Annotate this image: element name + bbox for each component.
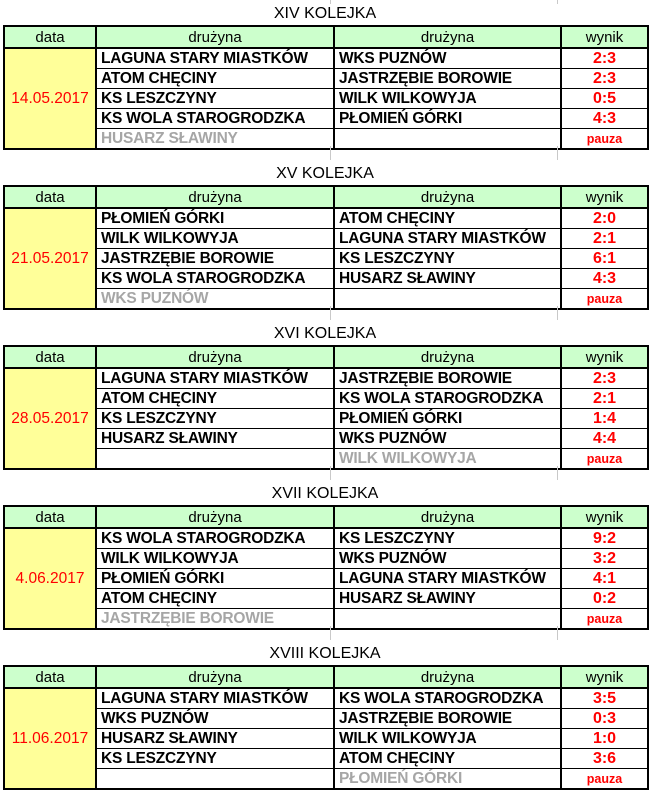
match-row <box>4 409 648 429</box>
away-team: WILK WILKOWYJA <box>334 729 561 749</box>
score-cell: 4:4 <box>561 429 648 449</box>
match-row <box>4 249 648 269</box>
home-team: KS LESZCZYNY <box>96 89 334 109</box>
away-team <box>334 289 561 310</box>
col-header-date: data <box>4 666 96 688</box>
date-cell: 4.06.2017 <box>4 528 96 629</box>
col-header-team1: drużyna <box>96 666 334 688</box>
fixtures-table-15 <box>3 185 649 310</box>
pause-row <box>4 609 648 630</box>
pause-row <box>4 769 648 790</box>
away-team: KS WOLA STAROGRODZKA <box>334 688 561 709</box>
date-cell: 28.05.2017 <box>4 368 96 469</box>
col-header-team1: drużyna <box>96 506 334 528</box>
match-row <box>4 208 648 229</box>
col-header-result: wynik <box>561 186 648 208</box>
home-team: HUSARZ SŁAWINY <box>96 429 334 449</box>
away-team <box>334 609 561 630</box>
col-header-result: wynik <box>561 346 648 368</box>
col-header-team2: drużyna <box>334 346 561 368</box>
away-team: KS LESZCZYNY <box>334 528 561 549</box>
col-header-team1: drużyna <box>96 26 334 48</box>
home-team: PŁOMIEŃ GÓRKI <box>96 208 334 229</box>
away-team: ATOM CHĘCINY <box>334 749 561 769</box>
col-header-result: wynik <box>561 666 648 688</box>
home-team: WILK WILKOWYJA <box>96 549 334 569</box>
pause-row <box>4 289 648 310</box>
home-team: JASTRZĘBIE BOROWIE <box>96 249 334 269</box>
score-cell: 1:4 <box>561 409 648 429</box>
fixtures-table-18 <box>3 665 649 790</box>
fixtures-table-14 <box>3 25 649 150</box>
pause-label: pauza <box>561 289 648 310</box>
match-row <box>4 709 648 729</box>
sheet-gridline <box>330 306 331 320</box>
match-row <box>4 729 648 749</box>
round-section-16 <box>0 320 650 480</box>
col-header-team1: drużyna <box>96 186 334 208</box>
match-row <box>4 569 648 589</box>
pausing-team: JASTRZĘBIE BOROWIE <box>96 609 334 630</box>
score-cell: 4:3 <box>561 269 648 289</box>
round-title: XVIII KOLEJKA <box>269 645 381 662</box>
round-title: XV KOLEJKA <box>276 165 374 182</box>
pause-row <box>4 129 648 150</box>
away-team: PŁOMIEŃ GÓRKI <box>334 409 561 429</box>
col-header-result: wynik <box>561 26 648 48</box>
col-header-team1: drużyna <box>96 346 334 368</box>
away-team: JASTRZĘBIE BOROWIE <box>334 69 561 89</box>
home-team: KS WOLA STAROGRODZKA <box>96 269 334 289</box>
score-cell: 6:1 <box>561 249 648 269</box>
home-team: WILK WILKOWYJA <box>96 229 334 249</box>
header-row <box>4 186 648 208</box>
score-cell: 3:2 <box>561 549 648 569</box>
score-cell: 0:5 <box>561 89 648 109</box>
round-title: XVII KOLEJKA <box>271 485 379 502</box>
sheet-gridline <box>557 306 558 320</box>
pausing-team: WILK WILKOWYJA <box>334 449 561 470</box>
header-row <box>4 506 648 528</box>
match-row <box>4 749 648 769</box>
col-header-date: data <box>4 186 96 208</box>
col-header-date: data <box>4 506 96 528</box>
away-team: WKS PUZNÓW <box>334 429 561 449</box>
pause-label: pauza <box>561 609 648 630</box>
fixtures-table-16 <box>3 345 649 470</box>
away-team: HUSARZ SŁAWINY <box>334 589 561 609</box>
date-cell: 14.05.2017 <box>4 48 96 149</box>
home-team: PŁOMIEŃ GÓRKI <box>96 569 334 589</box>
home-team <box>96 449 334 470</box>
home-team: LAGUNA STARY MIASTKÓW <box>96 48 334 69</box>
match-row <box>4 229 648 249</box>
away-team <box>334 129 561 150</box>
date-cell: 21.05.2017 <box>4 208 96 309</box>
away-team: ATOM CHĘCINY <box>334 208 561 229</box>
home-team: LAGUNA STARY MIASTKÓW <box>96 368 334 389</box>
round-title: XVI KOLEJKA <box>273 325 377 342</box>
score-cell: 0:3 <box>561 709 648 729</box>
pausing-team: WKS PUZNÓW <box>96 289 334 310</box>
score-cell: 4:1 <box>561 569 648 589</box>
away-team: WKS PUZNÓW <box>334 48 561 69</box>
away-team: JASTRZĘBIE BOROWIE <box>334 368 561 389</box>
match-row <box>4 89 648 109</box>
away-team: HUSARZ SŁAWINY <box>334 269 561 289</box>
home-team: ATOM CHĘCINY <box>96 69 334 89</box>
col-header-team2: drużyna <box>334 26 561 48</box>
away-team: WILK WILKOWYJA <box>334 89 561 109</box>
away-team: KS WOLA STAROGRODZKA <box>334 389 561 409</box>
match-row <box>4 109 648 129</box>
score-cell: 3:6 <box>561 749 648 769</box>
sheet-gridline <box>330 146 331 160</box>
match-row <box>4 429 648 449</box>
col-header-result: wynik <box>561 506 648 528</box>
score-cell: 9:2 <box>561 528 648 549</box>
home-team: HUSARZ SŁAWINY <box>96 729 334 749</box>
col-header-team2: drużyna <box>334 506 561 528</box>
col-header-date: data <box>4 26 96 48</box>
score-cell: 2:3 <box>561 48 648 69</box>
sheet-gridline <box>557 466 558 480</box>
match-row <box>4 48 648 69</box>
away-team: LAGUNA STARY MIASTKÓW <box>334 229 561 249</box>
home-team: KS WOLA STAROGRODZKA <box>96 109 334 129</box>
header-row <box>4 346 648 368</box>
score-cell: 2:1 <box>561 389 648 409</box>
away-team: PŁOMIEŃ GÓRKI <box>334 109 561 129</box>
match-row <box>4 389 648 409</box>
sheet-gridline <box>330 466 331 480</box>
sheet-gridline <box>330 626 331 640</box>
round-title: XIV KOLEJKA <box>273 5 377 22</box>
score-cell: 2:0 <box>561 208 648 229</box>
match-row <box>4 528 648 549</box>
fixtures-table-17 <box>3 505 649 630</box>
round-section-17 <box>0 480 650 640</box>
date-cell: 11.06.2017 <box>4 688 96 789</box>
round-section-18 <box>0 640 650 794</box>
match-row <box>4 589 648 609</box>
home-team <box>96 769 334 790</box>
match-row <box>4 69 648 89</box>
score-cell: 2:3 <box>561 69 648 89</box>
col-header-date: data <box>4 346 96 368</box>
col-header-team2: drużyna <box>334 666 561 688</box>
pause-row <box>4 449 648 470</box>
pausing-team: HUSARZ SŁAWINY <box>96 129 334 150</box>
home-team: KS LESZCZYNY <box>96 409 334 429</box>
sheet-gridline <box>557 626 558 640</box>
col-header-team2: drużyna <box>334 186 561 208</box>
pause-label: pauza <box>561 129 648 150</box>
round-section-15 <box>0 160 650 320</box>
header-row <box>4 26 648 48</box>
score-cell: 2:1 <box>561 229 648 249</box>
pause-label: pauza <box>561 769 648 790</box>
pausing-team: PŁOMIEŃ GÓRKI <box>334 769 561 790</box>
match-row <box>4 368 648 389</box>
match-row <box>4 549 648 569</box>
away-team: JASTRZĘBIE BOROWIE <box>334 709 561 729</box>
home-team: KS LESZCZYNY <box>96 749 334 769</box>
match-row <box>4 269 648 289</box>
away-team: KS LESZCZYNY <box>334 249 561 269</box>
match-row <box>4 688 648 709</box>
home-team: KS WOLA STAROGRODZKA <box>96 528 334 549</box>
home-team: ATOM CHĘCINY <box>96 389 334 409</box>
header-row <box>4 666 648 688</box>
score-cell: 4:3 <box>561 109 648 129</box>
home-team: LAGUNA STARY MIASTKÓW <box>96 688 334 709</box>
home-team: ATOM CHĘCINY <box>96 589 334 609</box>
sheet-gridline <box>557 146 558 160</box>
score-cell: 3:5 <box>561 688 648 709</box>
pause-label: pauza <box>561 449 648 470</box>
score-cell: 0:2 <box>561 589 648 609</box>
away-team: WKS PUZNÓW <box>334 549 561 569</box>
score-cell: 1:0 <box>561 729 648 749</box>
round-section-14 <box>0 0 650 160</box>
away-team: LAGUNA STARY MIASTKÓW <box>334 569 561 589</box>
score-cell: 2:3 <box>561 368 648 389</box>
home-team: WKS PUZNÓW <box>96 709 334 729</box>
